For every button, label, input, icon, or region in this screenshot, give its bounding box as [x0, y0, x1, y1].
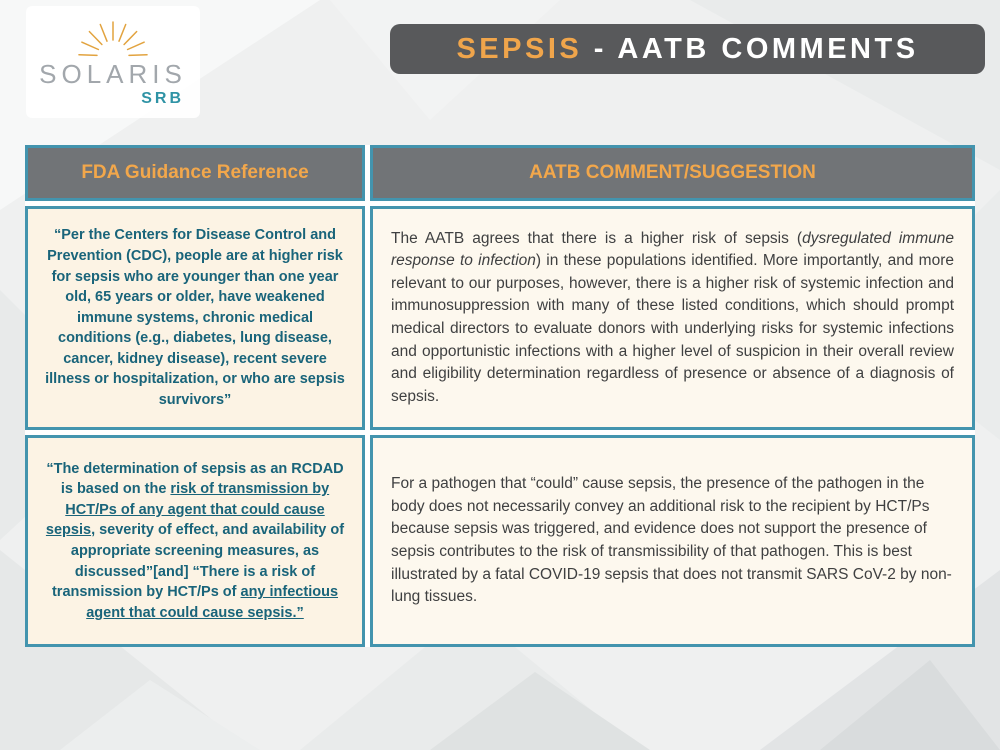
page-title: [390, 24, 985, 74]
aatb-comment-text-2: For a pathogen that “could” cause sepsis, the presence of the pathogen in the body does not necessarily convey an additional risk to the recipient by HCT/Ps because sepsis was triggered, and evidence does not support the presence of sepsis contributes to the risk of transmissibility of that pathogen. This is best illustrated by a fatal COVID-19 sepsis that does not transmit SARS CoV-2 by non-lung tissues.: [391, 475, 952, 606]
fda-guidance-cell-2: [25, 435, 365, 647]
fda-guidance-text-1: “Per the Centers for Disease Control and Prevention (CDC), people are at higher risk for sepsis who are younger than one year old, 65 years or older, have weakened immune systems, chronic medical conditions (e.g., diabetes, lung disease, cancer, kidney disease), recent severe illness or hospitalization, or who are sepsis survivors”: [45, 227, 345, 409]
logo: [26, 6, 200, 118]
column-header-fda: FDA Guidance Reference: [25, 145, 365, 201]
page-title-rest: - AATB COMMENTS: [582, 32, 919, 65]
page-title-highlight: SEPSIS: [456, 32, 583, 65]
column-header-aatb: AATB COMMENT/SUGGESTION: [370, 145, 975, 201]
aatb-comment-cell-2: [370, 435, 975, 647]
aatb-comment-cell-1: [370, 206, 975, 430]
logo-subtitle: SRB: [141, 90, 184, 107]
fda-guidance-text-2: “The determination of sepsis as an RCDAD is based on the risk of transmission by HCT/Ps of any agent that could cause sepsis, severity of effect, and availability of appropriate screening measures, as discussed”[and] “There is a risk of transmission by HCT/Ps of any infectious agent that could cause sepsis.”: [45, 460, 345, 621]
comments-table: [25, 145, 975, 647]
aatb-comment-text-1: The AATB agrees that there is a higher risk of sepsis (dysregulated immune response to infection) in these populations identified. More importantly, and more relevant to our purposes, however, there is a higher risk of systemic infection and immunosuppression with many of these listed conditions, which should prompt medical directors to evaluate donors with underlying risks for systemic infections and opportunistic infections with a higher level of suspicion in their overall review and eligibility determination regardless of presence or absence of a diagnosis of sepsis.: [391, 229, 954, 405]
fda-guidance-cell-1: [25, 206, 365, 430]
logo-title: SOLARIS: [39, 59, 187, 89]
sun-rays-icon: [38, 10, 188, 58]
